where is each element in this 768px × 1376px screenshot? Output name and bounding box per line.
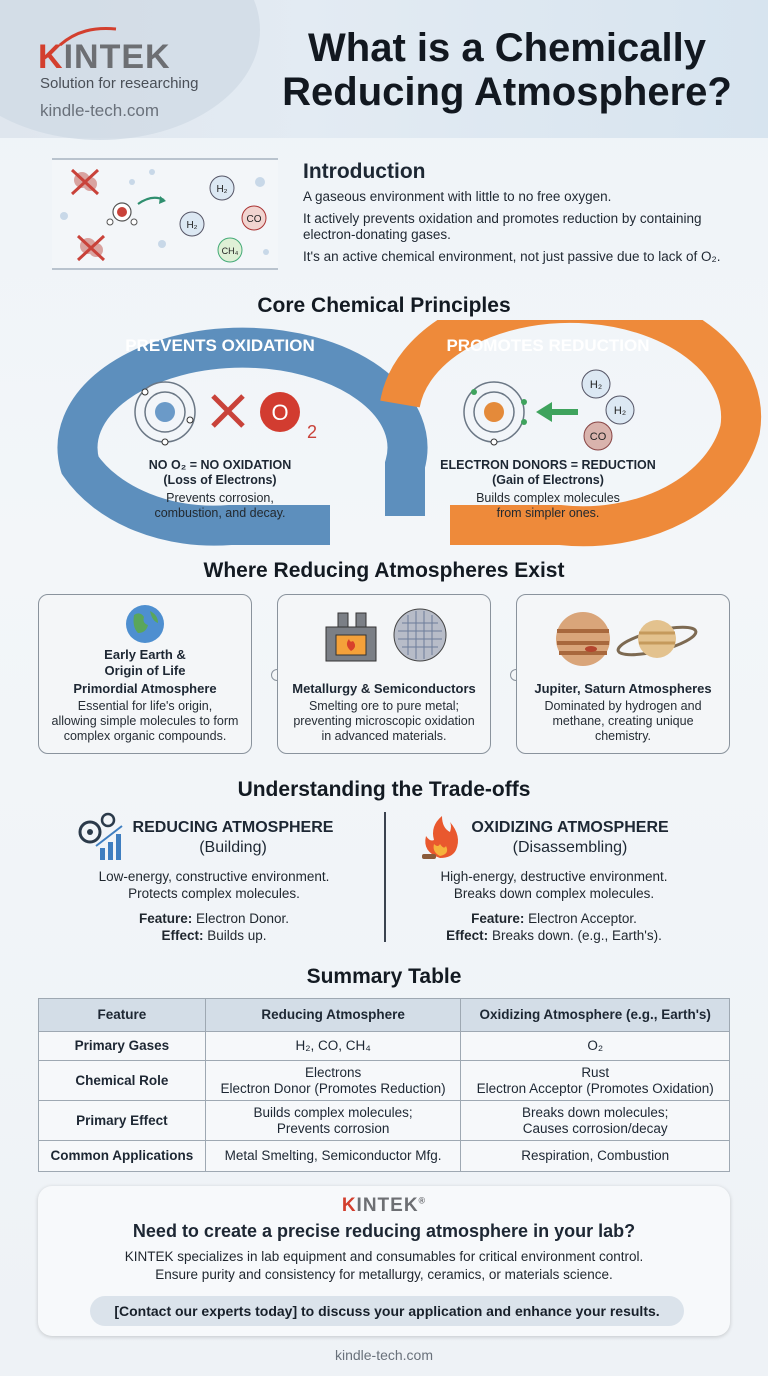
card-title: Origin of Life: [104, 663, 186, 678]
card-body: methane, creating unique: [552, 714, 694, 728]
column-header: Reducing Atmosphere: [205, 999, 461, 1032]
reducing-text: Low-energy, constructive environment.: [98, 869, 330, 884]
logo-letter: K: [38, 38, 64, 76]
crossed-oxygen-icon: [78, 236, 104, 260]
contact-experts-button[interactable]: [Contact our experts today] to discuss your application and enhance your results.: [90, 1296, 684, 1326]
cta-brand-logo: KINTEK®: [341, 1195, 427, 1216]
oxidation-desc: combustion, and decay.: [154, 506, 286, 520]
row-header: Primary Gases: [39, 1032, 206, 1061]
svg-text:H₂: H₂: [186, 220, 198, 231]
reduction-desc: Builds complex molecules: [476, 491, 620, 505]
page-title: What is a Chemically Reducing Atmosphere?: [282, 26, 732, 114]
table-cell: Respiration, Combustion: [461, 1141, 730, 1172]
card-body: Essential for life's origin,: [77, 699, 213, 713]
table-row: [39, 1141, 730, 1172]
footer-url-link[interactable]: kindle-tech.com: [334, 1347, 434, 1363]
location-card-gas-giants: [516, 594, 730, 754]
location-card-early-earth: [38, 594, 252, 754]
silicon-wafer-icon: [392, 607, 448, 663]
card-title: Primordial Atmosphere: [73, 681, 217, 696]
card-title: Jupiter, Saturn Atmospheres: [534, 681, 712, 696]
tradeoffs-heading: Understanding the Trade-offs: [237, 778, 531, 801]
brand-tagline: Solution for researching: [40, 75, 199, 92]
svg-text:H₂: H₂: [589, 379, 603, 391]
table-row: [39, 1101, 730, 1141]
oxidizing-title: OXIDIZING ATMOSPHERE: [471, 819, 669, 836]
card-body: complex organic compounds.: [63, 729, 227, 743]
row-header: Common Applications: [39, 1141, 206, 1172]
header-url-link[interactable]: kindle-tech.com: [40, 101, 160, 120]
table-header-row: [39, 999, 730, 1032]
card-body: in advanced materials.: [321, 729, 447, 743]
locations-heading: Where Reducing Atmospheres Exist: [203, 559, 565, 582]
svg-text:CH₄: CH₄: [221, 246, 239, 256]
promotes-reduction-label: PROMOTES REDUCTION: [446, 336, 650, 355]
intro-heading: Introduction: [303, 160, 426, 183]
intro-paragraph: It actively prevents oxidation and promotes reduction by containing electron-donating gases.: [303, 211, 702, 242]
reducing-title: REDUCING ATMOSPHERE: [132, 819, 334, 836]
summary-heading: Summary Table: [306, 965, 462, 988]
table-row: [39, 1032, 730, 1061]
cross-icon: [213, 396, 243, 426]
reducing-subtitle: (Building): [199, 839, 267, 856]
intro-paragraph: It's an active chemical environment, not just passive due to lack of O₂.: [303, 249, 721, 264]
svg-text:CO: CO: [589, 431, 607, 443]
svg-text:CO: CO: [246, 214, 262, 225]
summary-table: [38, 998, 730, 1172]
intro-illustration: [52, 158, 278, 270]
column-header: Oxidizing Atmosphere (e.g., Earth's): [461, 999, 730, 1032]
svg-text:2: 2: [307, 422, 318, 442]
oxidizing-text: High-energy, destructive environment.: [440, 869, 668, 884]
oxidation-headline: NO O₂ = NO OXIDATION: [148, 458, 292, 472]
row-header: Primary Effect: [39, 1101, 206, 1141]
prevents-oxidation-label: PREVENTS OXIDATION: [125, 336, 315, 355]
table-cell: Rust Electron Acceptor (Promotes Oxidation): [461, 1061, 730, 1101]
furnace-icon: [322, 609, 380, 665]
table-cell: H₂, CO, CH₄: [205, 1032, 461, 1061]
table-cell: Electrons Electron Donor (Promotes Reduction): [205, 1061, 461, 1101]
cta-text: KINTEK specializes in lab equipment and consumables for critical environment control.: [124, 1249, 644, 1264]
svg-text:O: O: [271, 400, 289, 425]
reduction-headline-sub: (Gain of Electrons): [492, 473, 604, 487]
column-header: Feature: [39, 999, 206, 1032]
card-body: Smelting ore to pure metal;: [308, 699, 460, 713]
reducing-effect: Effect: Builds up.: [161, 928, 267, 943]
cta-heading: Need to create a precise reducing atmosphere in your lab?: [132, 1221, 636, 1241]
oxidation-headline-sub: (Loss of Electrons): [163, 473, 277, 487]
table-cell: Breaks down molecules; Causes corrosion/decay: [461, 1101, 730, 1141]
reduction-headline: ELECTRON DONORS = REDUCTION: [440, 458, 656, 472]
planets-icon: [553, 609, 703, 669]
atom-icon: [135, 382, 195, 445]
oxidizing-text: Breaks down complex molecules.: [453, 886, 655, 901]
fire-icon: [416, 812, 464, 862]
intro-paragraph: A gaseous environment with little to no free oxygen.: [303, 189, 612, 204]
arrow-left-icon: [536, 402, 578, 422]
card-body: Dominated by hydrogen and: [544, 699, 702, 713]
oxidizing-feature: Feature: Electron Acceptor.: [471, 911, 637, 926]
svg-text:H₂: H₂: [216, 184, 228, 195]
row-header: Chemical Role: [39, 1061, 206, 1101]
gears-growth-icon: [74, 812, 128, 862]
card-title: Metallurgy & Semiconductors: [292, 681, 476, 696]
table-cell: Builds complex molecules; Prevents corrosion: [205, 1101, 461, 1141]
card-title: Early Earth &: [104, 647, 186, 662]
table-row: [39, 1061, 730, 1101]
reduction-desc: from simpler ones.: [496, 506, 600, 520]
reducing-text: Protects complex molecules.: [128, 886, 300, 901]
brand-logo[interactable]: [38, 38, 171, 77]
globe-icon: [124, 603, 166, 645]
oxygen-molecule-icon: [260, 392, 317, 442]
crossed-oxygen-icon: [72, 170, 98, 194]
table-cell: O₂: [461, 1032, 730, 1061]
table-cell: Metal Smelting, Semiconductor Mfg.: [205, 1141, 461, 1172]
oxidizing-subtitle: (Disassembling): [512, 839, 628, 856]
svg-text:H₂: H₂: [613, 405, 627, 417]
reducing-feature: Feature: Electron Donor.: [138, 911, 290, 926]
principles-heading: Core Chemical Principles: [257, 294, 511, 317]
atom-icon: [464, 382, 527, 445]
card-body: preventing microscopic oxidation: [293, 714, 475, 728]
oxidizing-effect: Effect: Breaks down. (e.g., Earth's).: [446, 928, 662, 943]
location-card-metallurgy: [277, 594, 491, 754]
logo-text: INTEK: [63, 38, 171, 76]
oxidation-desc: Prevents corrosion,: [166, 491, 274, 505]
cta-text: Ensure purity and consistency for metallurgy, ceramics, or materials science.: [155, 1267, 613, 1282]
card-body: allowing simple molecules to form: [51, 714, 239, 728]
card-body: chemistry.: [594, 729, 652, 743]
